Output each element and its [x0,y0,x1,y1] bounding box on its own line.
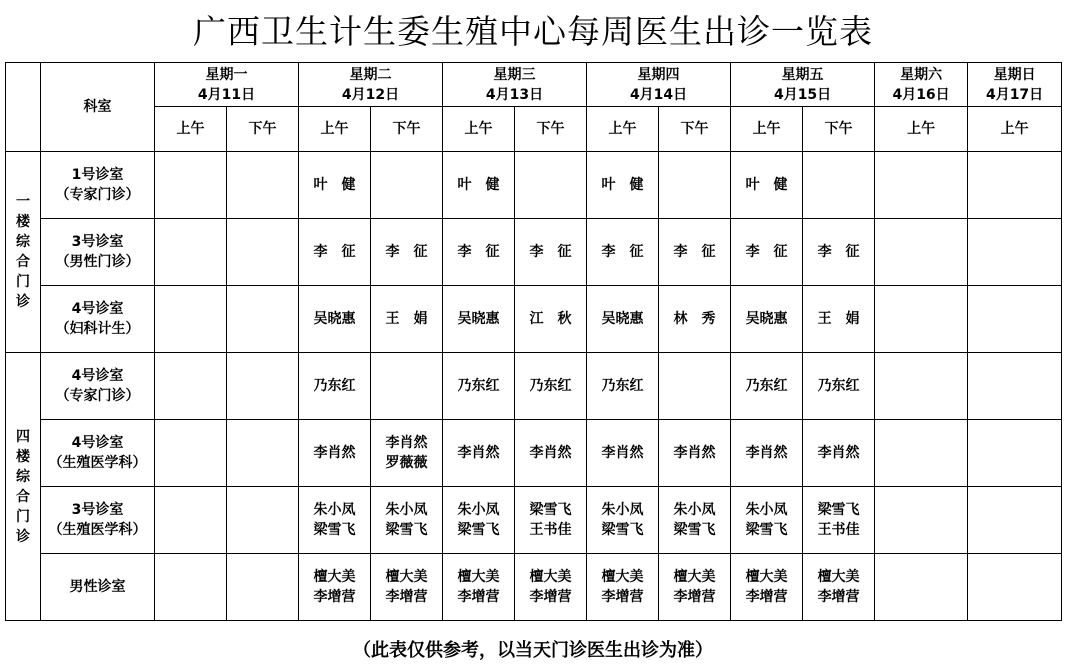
schedule-cell [659,219,731,286]
schedule-cell [515,286,587,353]
schedule-cell [155,152,227,219]
dept-name: 1号诊室 [71,167,124,183]
day-name: 星期四 [637,66,680,83]
schedule-cell [659,286,731,353]
schedule-cell [875,487,968,554]
doctor-name: 朱小凤 [601,502,644,518]
schedule-cell [443,420,515,487]
schedule-cell [803,353,875,420]
day-name: 星期日 [993,66,1036,83]
doctor-name: 李增营 [385,589,428,605]
doctor-name: 乃东红 [529,378,572,394]
schedule-cell [968,487,1062,554]
dept-cell [41,487,155,554]
doctor-name: 檀大美 [673,569,716,585]
doctor-name: 李 征 [529,244,572,260]
table-row [6,286,1062,353]
half-day-header: 下午 [803,107,875,152]
floor-label-cell [6,152,41,353]
doctor-name: 李增营 [817,589,860,605]
doctor-name: 李肖然 [673,445,716,461]
doctor-name: 吴晓惠 [745,311,788,327]
doctor-name: 檀大美 [457,569,500,585]
half-day-header: 上午 [587,107,659,152]
day-header [299,63,443,107]
schedule-cell [968,554,1062,621]
floor-label: 一楼综合门诊 [16,194,30,310]
schedule-cell [155,420,227,487]
day-name: 星期六 [900,66,943,83]
schedule-cell [515,420,587,487]
doctor-name: 李增营 [601,589,644,605]
schedule-cell [155,353,227,420]
doctor-name: 李 征 [745,244,788,260]
schedule-cell [227,487,299,554]
doctor-name: 梁雪飞 [457,522,500,538]
floor-label-cell [6,353,41,621]
table-row [6,420,1062,487]
schedule-cell [155,554,227,621]
schedule-cell [731,286,803,353]
schedule-cell [227,420,299,487]
schedule-cell [371,219,443,286]
schedule-cell [803,420,875,487]
doctor-name: 李增营 [745,589,788,605]
doctor-name: 梁雪飞 [529,502,572,518]
half-day-header: 上午 [299,107,371,152]
schedule-cell [227,353,299,420]
schedule-cell [587,152,659,219]
doctor-name: 乃东红 [457,378,500,394]
doctor-name: 乃东红 [601,378,644,394]
doctor-name: 朱小凤 [385,502,428,518]
schedule-cell [731,152,803,219]
dept-name: 男性诊室 [69,579,126,595]
day-date: 4月13日 [485,86,544,103]
schedule-cell [155,219,227,286]
day-date: 4月14日 [629,86,688,103]
dept-cell [41,353,155,420]
doctor-name: 江 秋 [529,311,572,327]
schedule-cell [443,152,515,219]
schedule-cell [875,420,968,487]
schedule-cell [443,554,515,621]
day-header [443,63,587,107]
half-day-header: 上午 [731,107,803,152]
schedule-cell [515,219,587,286]
day-header [155,63,299,107]
schedule-cell [587,487,659,554]
doctor-name: 乃东红 [745,378,788,394]
schedule-cell [299,219,371,286]
half-day-header: 下午 [227,107,299,152]
doctor-name: 乃东红 [313,378,356,394]
corner-cell [6,63,41,152]
schedule-cell [731,487,803,554]
doctor-name: 梁雪飞 [385,522,428,538]
doctor-name: 李增营 [457,589,500,605]
schedule-cell [515,487,587,554]
dept-subtitle: （妇科计生） [55,321,140,337]
doctor-name: 吴晓惠 [313,311,356,327]
doctor-name: 李肖然 [457,445,500,461]
doctor-name: 林 秀 [673,311,716,327]
dept-subtitle: （专家门诊） [55,388,140,404]
doctor-name: 李 征 [601,244,644,260]
schedule-cell [299,353,371,420]
day-name: 星期一 [205,66,248,83]
schedule-cell [731,219,803,286]
dept-cell [41,420,155,487]
schedule-cell [371,554,443,621]
schedule-cell [659,152,731,219]
doctor-name: 罗薇薇 [385,455,428,471]
header-day-row [6,63,1062,107]
day-name: 星期五 [781,66,824,83]
dept-name: 3号诊室 [71,502,124,518]
doctor-name: 王书佳 [529,522,572,538]
day-header [968,63,1062,107]
schedule-cell [227,286,299,353]
schedule-cell [968,420,1062,487]
doctor-name: 李肖然 [817,445,860,461]
dept-name: 4号诊室 [71,435,124,451]
schedule-cell [371,353,443,420]
dept-cell [41,554,155,621]
doctor-name: 李 征 [817,244,860,260]
schedule-cell [371,286,443,353]
day-date: 4月12日 [341,86,400,103]
schedule-cell [875,286,968,353]
doctor-name: 叶 健 [745,177,788,193]
dept-subtitle: （生殖医学科） [48,522,147,538]
day-date: 4月15日 [773,86,832,103]
dept-cell [41,286,155,353]
doctor-name: 檀大美 [817,569,860,585]
schedule-cell [659,420,731,487]
table-row [6,152,1062,219]
doctor-name: 王 娟 [817,311,860,327]
schedule-cell [371,420,443,487]
day-header [587,63,731,107]
schedule-cell [227,554,299,621]
schedule-cell [803,487,875,554]
schedule-cell [968,353,1062,420]
day-header [731,63,875,107]
doctor-name: 李肖然 [385,435,428,451]
schedule-cell [371,487,443,554]
day-name: 星期二 [349,66,392,83]
schedule-cell [875,353,968,420]
doctor-name: 檀大美 [529,569,572,585]
header-half-row [6,107,1062,152]
schedule-cell [515,353,587,420]
half-day-header: 上午 [968,107,1062,152]
schedule-cell [443,219,515,286]
doctor-name: 梁雪飞 [601,522,644,538]
doctor-name: 檀大美 [385,569,428,585]
half-day-header: 上午 [443,107,515,152]
doctor-name: 梁雪飞 [313,522,356,538]
doctor-name: 朱小凤 [313,502,356,518]
schedule-cell [299,487,371,554]
schedule-cell [803,554,875,621]
schedule-cell [587,286,659,353]
doctor-name: 李 征 [457,244,500,260]
table-row [6,219,1062,286]
half-day-header: 下午 [371,107,443,152]
schedule-cell [803,219,875,286]
dept-subtitle: （男性门诊） [55,254,140,270]
doctor-name: 朱小凤 [457,502,500,518]
doctor-name: 李增营 [313,589,356,605]
schedule-cell [968,152,1062,219]
schedule-cell [731,420,803,487]
doctor-name: 朱小凤 [673,502,716,518]
half-day-header: 上午 [875,107,968,152]
dept-name: 3号诊室 [71,234,124,250]
doctor-name: 李肖然 [313,445,356,461]
schedule-cell [299,152,371,219]
schedule-cell [587,353,659,420]
doctor-name: 李肖然 [529,445,572,461]
schedule-cell [299,286,371,353]
schedule-cell [227,219,299,286]
doctor-name: 乃东红 [817,378,860,394]
dept-header: 科室 [41,63,155,152]
schedule-cell [587,219,659,286]
schedule-cell [587,554,659,621]
schedule-cell [371,152,443,219]
schedule-cell [875,554,968,621]
schedule-cell [443,487,515,554]
schedule-cell [659,353,731,420]
day-name: 星期三 [493,66,536,83]
doctor-name: 叶 健 [457,177,500,193]
schedule-cell [443,353,515,420]
doctor-name: 朱小凤 [745,502,788,518]
table-row [6,487,1062,554]
doctor-name: 吴晓惠 [457,311,500,327]
schedule-cell [659,487,731,554]
table-row [6,353,1062,420]
day-header [875,63,968,107]
day-date: 4月11日 [197,86,256,103]
half-day-header: 上午 [155,107,227,152]
schedule-cell [155,487,227,554]
table-row [6,554,1062,621]
dept-cell [41,219,155,286]
doctor-name: 李增营 [673,589,716,605]
half-day-header: 下午 [515,107,587,152]
doctor-name: 李 征 [385,244,428,260]
schedule-cell [515,554,587,621]
doctor-name: 吴晓惠 [601,311,644,327]
doctor-name: 檀大美 [601,569,644,585]
footnote: （此表仅供参考，以当天门诊医生出诊为准） [353,640,713,661]
schedule-cell [875,152,968,219]
schedule-cell [659,554,731,621]
dept-cell [41,152,155,219]
schedule-cell [803,286,875,353]
schedule-cell [155,286,227,353]
schedule-cell [731,353,803,420]
doctor-name: 檀大美 [745,569,788,585]
schedule-cell [803,152,875,219]
page-title: 广西卫生计生委生殖中心每周医生出诊一览表 [193,12,873,51]
doctor-name: 叶 健 [313,177,356,193]
doctor-name: 李肖然 [601,445,644,461]
half-day-header: 下午 [659,107,731,152]
day-date: 4月17日 [985,86,1044,103]
schedule-cell [968,219,1062,286]
doctor-name: 王书佳 [817,522,860,538]
doctor-name: 檀大美 [313,569,356,585]
doctor-name: 叶 健 [601,177,644,193]
day-date: 4月16日 [892,86,950,103]
dept-subtitle: （生殖医学科） [48,455,147,471]
doctor-name: 梁雪飞 [817,502,860,518]
doctor-name: 王 娟 [385,311,428,327]
floor-label: 四楼综合门诊 [16,428,30,545]
schedule-cell [875,219,968,286]
schedule-cell [227,152,299,219]
schedule-cell [299,554,371,621]
doctor-name: 梁雪飞 [745,522,788,538]
schedule-cell [968,286,1062,353]
schedule-cell [443,286,515,353]
doctor-name: 李 征 [673,244,716,260]
doctor-name: 李 征 [313,244,356,260]
dept-name: 4号诊室 [71,301,124,317]
doctor-name: 李增营 [529,589,572,605]
schedule-table [5,62,1062,621]
schedule-cell [299,420,371,487]
schedule-cell [731,554,803,621]
schedule-cell [515,152,587,219]
doctor-name: 梁雪飞 [673,522,716,538]
dept-subtitle: （专家门诊） [55,187,140,203]
doctor-name: 李肖然 [745,445,788,461]
schedule-cell [587,420,659,487]
dept-name: 4号诊室 [71,368,124,384]
